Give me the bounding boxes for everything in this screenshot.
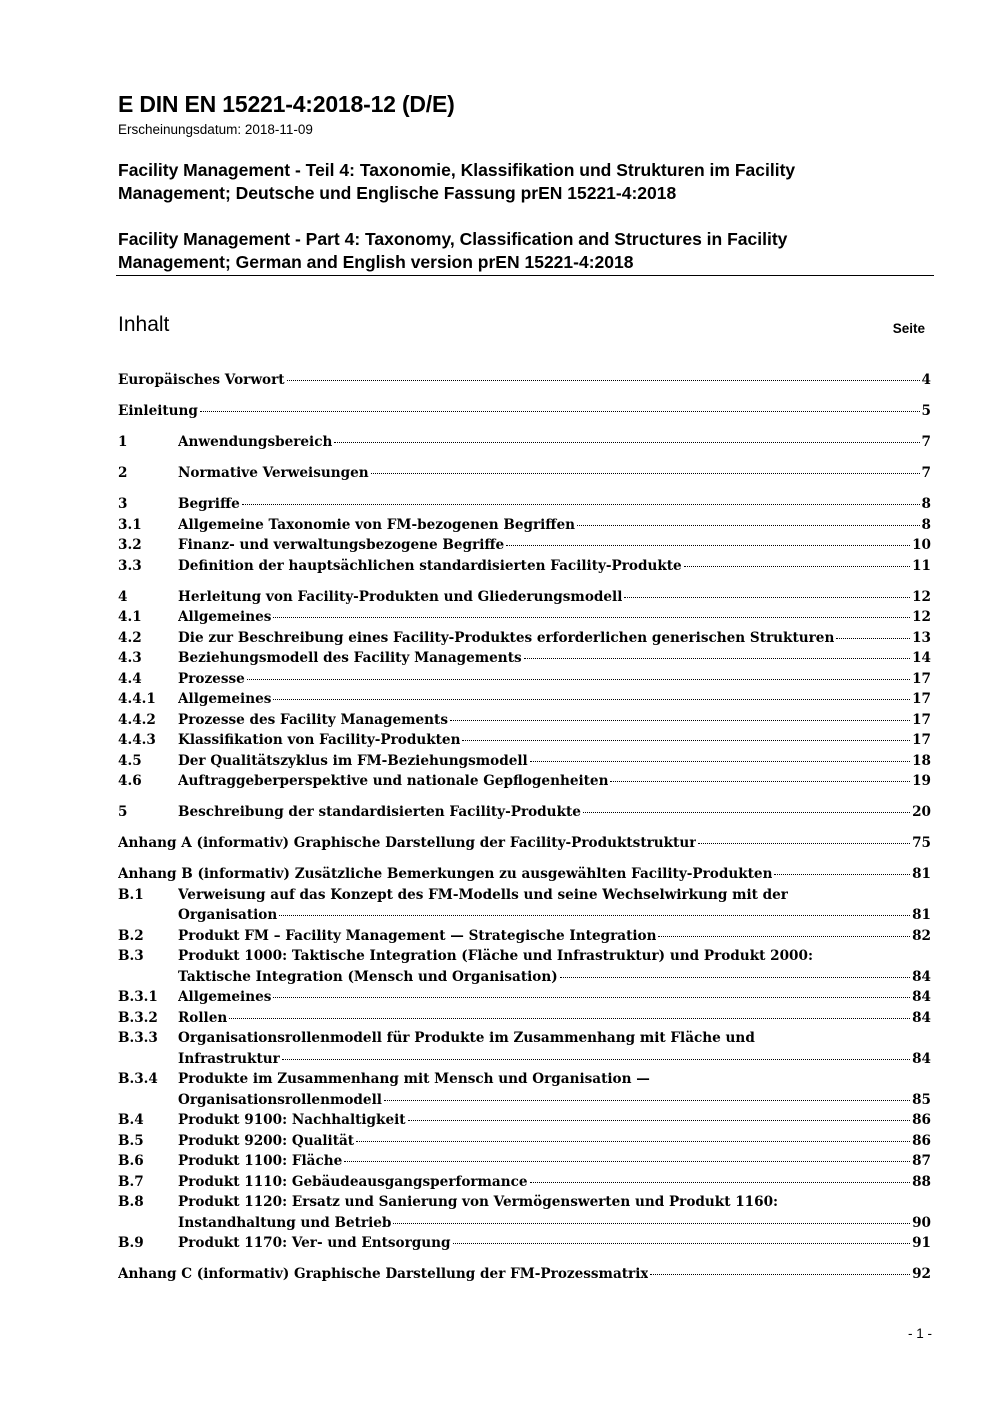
toc-entry[interactable] [118,710,931,731]
title-german-line-2: Management; Deutsche und Englische Fassung prEN 15221-4:2018 [118,183,677,203]
dot-leader [836,638,910,639]
dot-leader [273,997,910,998]
toc-entry-title: Produkt 1100: Fläche [178,1153,343,1169]
toc-entry-title: Taktische Integration (Mensch und Organisation) [178,968,558,985]
toc-entry[interactable] [118,1172,931,1193]
toc-entry[interactable] [118,432,931,453]
toc-entry-title: Organisationsrollenmodell [178,1091,382,1108]
toc-entry[interactable] [118,885,931,926]
toc-entry-page: 91 [912,1235,931,1251]
table-of-contents [118,370,931,1285]
toc-entry-page: 10 [912,537,931,553]
toc-entry[interactable] [118,494,931,515]
toc-entry-page: 88 [912,1173,931,1190]
toc-entry-number: 4.1 [118,609,142,625]
dot-leader [279,915,910,916]
toc-entry-number: 1 [118,434,128,450]
toc-entry-page: 81 [912,866,931,882]
toc-entry[interactable] [118,802,931,823]
toc-entry-number: B.3.3 [118,1030,158,1046]
toc-entry-page: 8 [921,516,931,533]
toc-entry[interactable] [118,1008,931,1029]
toc-entry-title: Herleitung von Facility-Produkten und Gliederungsmodell [178,588,623,605]
toc-entry-page: 84 [912,1009,931,1026]
dot-leader [242,504,920,505]
toc-entry-title: Rollen [178,1009,228,1026]
toc-entry-title: Instandhaltung und Betrieb [178,1214,392,1231]
toc-entry-title: Anhang A (informativ) Graphische Darstellung der Facility-Produktstruktur [118,835,697,851]
title-english-line-1: Facility Management - Part 4: Taxonomy, Classification and Structures in Facility [118,229,788,249]
toc-entry-number: 4.4.2 [118,711,156,728]
toc-entry-title: Anwendungsbereich [178,434,333,450]
toc-entry-number: 4.2 [118,629,142,646]
toc-entry-page: 5 [921,403,931,419]
dot-leader [650,1274,910,1275]
toc-entry-number: 4.3 [118,650,142,666]
dot-leader [408,1120,911,1121]
toc-entry-number: B.1 [118,886,144,903]
toc-entry-title: Produkt 1170: Ver- und Entsorgung [178,1235,451,1251]
toc-entry-title: Allgemeines [178,691,272,707]
toc-entry[interactable] [118,1131,931,1152]
dot-leader [453,1243,911,1244]
dot-leader [334,442,919,443]
title-english-line-2: Management; German and English version prEN 15221-4:2018 [118,252,634,272]
toc-entry-page: 92 [912,1266,931,1282]
toc-entry-title: Infrastruktur [178,1050,280,1067]
toc-entry-page: 17 [912,732,931,748]
dot-leader [774,874,910,875]
toc-heading: Inhalt [118,313,170,336]
toc-entry[interactable] [118,1110,931,1131]
toc-entry-page: 90 [912,1214,931,1231]
dot-leader [273,617,910,618]
toc-entry[interactable] [118,556,931,577]
toc-entry-number: 3 [118,496,128,512]
toc-entry-number: 4 [118,588,128,605]
toc-entry-number: B.3.1 [118,989,158,1005]
toc-entry-page: 84 [912,989,931,1005]
toc-entry[interactable] [118,515,931,536]
dot-leader [282,1059,910,1060]
toc-entry-title: Einleitung [118,403,198,419]
toc-entry-title: Allgemeines [178,609,272,625]
toc-entry-number: B.4 [118,1112,144,1128]
toc-entry-page: 85 [912,1091,931,1108]
toc-entry-page: 17 [912,670,931,687]
toc-entry-title: Prozesse des Facility Managements [178,711,448,728]
toc-entry-page: 12 [912,588,931,605]
title-german [118,159,918,205]
toc-entry[interactable] [118,1233,931,1254]
toc-entry-page: 87 [912,1153,931,1169]
toc-entry-title: Beschreibung der standardisierten Facility-Produkte [178,804,581,820]
toc-entry-page: 12 [912,609,931,625]
toc-entry-title: Produkt 1110: Gebäudeausgangsperformance [178,1173,528,1190]
dot-leader [393,1223,910,1224]
toc-entry-number: 3.1 [118,516,142,533]
dot-leader [560,977,910,978]
toc-entry-number: B.8 [118,1194,144,1210]
toc-entry-page: 86 [912,1112,931,1128]
toc-entry-title: Finanz- und verwaltungsbezogene Begriffe [178,537,505,553]
toc-entry-number: 4.6 [118,773,142,789]
toc-entry-title: Organisationsrollenmodell für Produkte im Zusammenhang mit Fläche und [178,1030,755,1046]
toc-entry-number: 3.3 [118,557,142,574]
dot-leader [610,781,910,782]
toc-entry[interactable] [118,833,931,854]
toc-entry-page: 8 [921,496,931,512]
dot-leader [229,1018,910,1019]
toc-entry-page: 13 [912,629,931,646]
dot-leader [247,679,910,680]
toc-entry[interactable] [118,1028,931,1069]
toc-entry[interactable] [118,946,931,987]
toc-entry[interactable] [118,669,931,690]
dot-leader [583,812,910,813]
toc-entry-page: 7 [921,434,931,450]
dot-leader [287,380,920,381]
dot-leader [344,1161,910,1162]
toc-entry-title: Produkt 9200: Qualität [178,1132,355,1149]
toc-entry-title: Produkt 9100: Nachhaltigkeit [178,1112,406,1128]
toc-entry-title: Allgemeines [178,989,272,1005]
toc-entry-title: Organisation [178,907,278,923]
toc-entry[interactable] [118,1264,931,1285]
toc-entry[interactable] [118,730,931,751]
toc-entry-page: 7 [921,465,931,481]
title-german-line-1: Facility Management - Teil 4: Taxonomie, Klassifikation und Strukturen im Facility [118,160,796,180]
dot-leader [530,761,910,762]
toc-entry-page: 4 [921,372,931,388]
toc-entry-number: B.3.4 [118,1071,158,1087]
toc-entry-title: Auftraggeberperspektive und nationale Gepflogenheiten [178,773,609,789]
dot-leader [356,1141,910,1142]
toc-entry[interactable] [118,587,931,608]
toc-entry-title: Produkt FM – Facility Management — Strategische Integration [178,927,657,944]
toc-entry-number: 4.4.3 [118,732,156,748]
toc-entry-title: Allgemeine Taxonomie von FM-bezogenen Begriffen [178,516,575,533]
toc-entry-title: Begriffe [178,496,240,512]
toc-entry[interactable] [118,535,931,556]
toc-entry-title: Klassifikation von Facility-Produkten [178,732,461,748]
toc-entry-number: B.7 [118,1173,144,1190]
document-title: E DIN EN 15221-4:2018-12 (D/E) [118,91,455,117]
dot-leader [273,699,910,700]
dot-leader [384,1100,910,1101]
toc-entry[interactable] [118,628,931,649]
toc-entry[interactable] [118,926,931,947]
dot-leader [577,525,920,526]
toc-entry-page: 75 [912,835,931,851]
dot-leader [684,566,910,567]
toc-entry-page: 82 [912,927,931,944]
toc-entry-title: Beziehungsmodell des Facility Managements [178,650,522,666]
toc-entry-number: 4.5 [118,752,142,769]
toc-entry-title: Anhang B (informativ) Zusätzliche Bemerkungen zu ausgewählten Facility-Produkten [118,866,773,882]
dot-leader [450,720,910,721]
page-number: - 1 - [907,1326,932,1341]
toc-entry-number: B.6 [118,1153,144,1169]
toc-entry[interactable] [118,987,931,1008]
toc-entry-number: 5 [118,804,128,820]
toc-entry[interactable] [118,648,931,669]
toc-entry-title: Produkt 1120: Ersatz und Sanierung von Vermögenswerten und Produkt 1160: [178,1194,779,1210]
toc-entry-title: Prozesse [178,670,245,687]
dot-leader [658,936,910,937]
toc-entry-page: 84 [912,968,931,985]
toc-entry-page: 17 [912,691,931,707]
toc-entry-title: Verweisung auf das Konzept des FM-Modells und seine Wechselwirkung mit der [178,886,788,903]
header-divider [116,275,934,276]
toc-entry[interactable] [118,1069,931,1110]
toc-entry-number: 2 [118,465,128,481]
toc-entry[interactable] [118,864,931,885]
toc-entry-number: 4.4 [118,670,142,687]
toc-entry-number: B.2 [118,927,144,944]
toc-entry[interactable] [118,689,931,710]
toc-entry-page: 18 [912,752,931,769]
toc-entry-page: 11 [912,557,931,574]
toc-entry-number: B.3.2 [118,1009,158,1026]
toc-entry-number: B.3 [118,948,144,964]
dot-leader [524,658,910,659]
toc-entry[interactable] [118,607,931,628]
toc-entry-title: Produkte im Zusammenhang mit Mensch und Organisation — [178,1071,650,1087]
dot-leader [506,545,910,546]
toc-entry[interactable] [118,1151,931,1172]
toc-entry-page: 14 [912,650,931,666]
toc-entry-page: 17 [912,711,931,728]
toc-entry-number: B.5 [118,1132,144,1149]
toc-entry-number: 4.4.1 [118,691,156,707]
toc-entry-page: 19 [912,773,931,789]
publication-date: Erscheinungsdatum: 2018-11-09 [118,122,313,137]
toc-entry-page: 20 [912,804,931,820]
toc-entry-title: Anhang C (informativ) Graphische Darstellung der FM-Prozessmatrix [118,1266,649,1282]
dot-leader [200,411,920,412]
toc-entry-page: 81 [912,907,931,923]
toc-entry-title: Definition der hauptsächlichen standardisierten Facility-Produkte [178,557,682,574]
dot-leader [371,473,920,474]
toc-entry[interactable] [118,771,931,792]
toc-entry-title: Normative Verweisungen [178,465,369,481]
toc-entry-title: Produkt 1000: Taktische Integration (Fläche und Infrastruktur) und Produkt 2000: [178,948,813,964]
title-english [118,228,918,274]
toc-entry-title: Europäisches Vorwort [118,372,285,388]
toc-entry[interactable] [118,751,931,772]
toc-entry-page: 86 [912,1132,931,1149]
toc-entry-title: Der Qualitätszyklus im FM-Beziehungsmodell [178,752,528,769]
toc-entry-number: B.9 [118,1235,144,1251]
toc-entry[interactable] [118,1192,931,1233]
dot-leader [530,1182,911,1183]
toc-entry-page: 84 [912,1050,931,1067]
dot-leader [624,597,910,598]
toc-entry-title: Die zur Beschreibung eines Facility-Produktes erforderlichen generischen Strukturen [178,629,835,646]
page-column-label: Seite [892,321,925,336]
dot-leader [462,740,910,741]
dot-leader [698,843,910,844]
toc-entry[interactable] [118,463,931,484]
toc-entry[interactable] [118,401,931,422]
toc-entry[interactable] [118,370,931,391]
toc-entry-number: 3.2 [118,537,142,553]
